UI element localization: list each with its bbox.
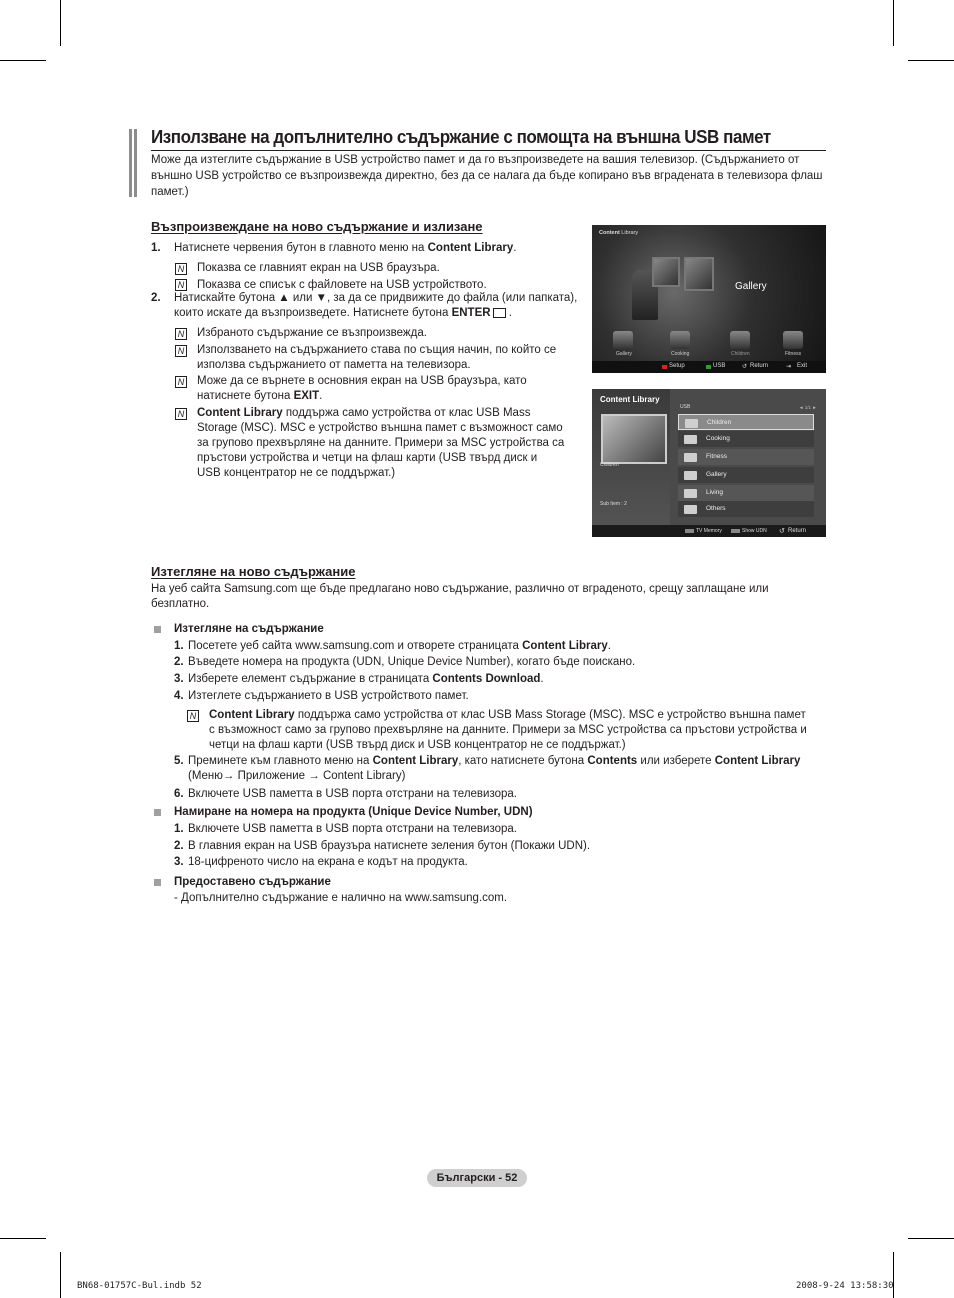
gallery-thumb[interactable]	[613, 331, 633, 349]
step-number: 1.	[151, 242, 161, 254]
step-number: 2.	[151, 292, 161, 304]
content-library-main-screen	[592, 225, 826, 373]
note-text: Content Library поддържа само устройства от клас USB Mass Storage (MSC). MSC е устройство външна памет с възможност само за групово прехвърляне на данните. Примери за MSC устройства са пръстови устройства и четци на флаш карти (USB твърд диск и USB концентратор не се поддържат.)	[209, 709, 807, 751]
bullet-square	[154, 626, 161, 633]
usb-browser-screen	[592, 389, 826, 537]
bullet-text: - Допълнително съдържание е налично на www.samsung.com.	[174, 892, 508, 904]
print-date: 2008-9-24 13:58:30	[796, 1281, 894, 1291]
title-rule	[151, 150, 826, 151]
step-number: 4.	[174, 690, 184, 702]
help-tv-memory: TV Memory	[696, 528, 722, 534]
folder-row[interactable]: Others	[678, 501, 814, 517]
folder-icon	[684, 489, 697, 498]
bullet-square	[154, 879, 161, 886]
help-show-udn: Show UDN	[742, 528, 767, 534]
step-number: 6.	[174, 788, 184, 800]
children-artwork	[601, 414, 667, 464]
help-usb: USB	[713, 363, 726, 369]
screen-help-bar	[592, 361, 826, 373]
folder-row[interactable]: Fitness	[678, 449, 814, 465]
grey-button-icon	[685, 529, 694, 533]
screen-help-bar	[592, 525, 826, 537]
bullet-title: Предоставено съдържание	[174, 876, 331, 888]
step-number: 3.	[174, 856, 184, 868]
folder-icon	[685, 419, 698, 428]
section-heading-download: Изтегляне на ново съдържание	[151, 564, 356, 579]
grey-button-icon	[731, 529, 740, 533]
sub-item-count: Sub Item : 2	[600, 501, 627, 507]
note-text: Показва се главният екран на USB браузъра.	[197, 262, 440, 274]
fitness-thumb[interactable]	[783, 331, 803, 349]
crop-mark	[893, 0, 894, 46]
bullet-title: Изтегляне на съдържание	[174, 623, 324, 635]
step-number: 1.	[174, 823, 184, 835]
selected-folder-name: Children	[600, 462, 619, 468]
enter-icon	[493, 308, 506, 318]
note-text: Content Library поддържа само устройства от клас USB Mass Storage (MSC). MSC е устройство външна памет с възможност само за групово прехвърляне на данните. Примери за MSC устройства са пръстови устройства и четци на флаш карти (USB твърд диск и USB концентратор не се поддържат.)	[197, 407, 565, 479]
crop-mark	[0, 1238, 46, 1239]
step-text: Преминете към главното меню на Content Library, като натиснете бутона Contents или изберете Content Library (Меню→ Приложение → Content Library)	[188, 755, 801, 782]
step-number: 3.	[174, 673, 184, 685]
red-button-icon	[662, 365, 667, 369]
note-icon: N	[175, 328, 187, 340]
thumb-label: Fitness	[785, 351, 802, 357]
note-text: Може да се върнете в основния екран на USB браузъра, като натиснете бутона EXIT.	[197, 375, 527, 402]
help-return: Return	[788, 528, 807, 534]
step-text: Въведете номера на продукта (UDN, Unique Device Number), когато бъде поискано.	[188, 656, 636, 668]
step-number: 2.	[174, 656, 184, 668]
picture-frame	[684, 257, 714, 291]
step-text: В главния екран на USB браузъра натиснете зеления бутон (Покажи UDN).	[188, 840, 591, 852]
step-text: Посетете уеб сайта www.samsung.com и отворете страницата Content Library.	[188, 640, 611, 652]
note-icon: N	[187, 710, 199, 722]
note-icon: N	[175, 263, 187, 275]
green-button-icon	[706, 365, 711, 369]
folder-icon	[684, 453, 697, 462]
step-text: Изберете елемент съдържание в страницата Contents Download.	[188, 673, 544, 685]
thumb-label: Cooking	[671, 351, 690, 357]
folder-icon	[684, 471, 697, 480]
gallery-label: Gallery	[735, 281, 767, 292]
picture-frame	[652, 257, 680, 287]
folder-row[interactable]: Gallery	[678, 467, 814, 483]
note-text: Избраното съдържание се възпроизвежда.	[197, 327, 427, 339]
note-icon: N	[175, 408, 187, 420]
note-icon: N	[175, 279, 187, 291]
thumb-label: Children	[731, 351, 750, 357]
note-icon: N	[175, 376, 187, 388]
step-text: Включете USB паметта в USB порта отстрани на телевизора.	[188, 788, 517, 800]
file-info: BN68-01757C-Bul.indb 52	[77, 1281, 202, 1291]
return-icon: ↺	[742, 364, 748, 370]
device-label: USB	[680, 404, 691, 410]
page-indicator: ◄ 1/1 ►	[799, 405, 817, 410]
section-intro: На уеб сайта Samsung.com ще бъде предлагано ново съдържание, различно от вграденото, срещу заплащане или безплатно.	[151, 583, 769, 610]
screen-title: Content Library	[599, 230, 639, 236]
folder-icon	[684, 435, 697, 444]
folder-row[interactable]: Children	[678, 414, 814, 430]
step-text: Изтеглете съдържанието в USB устройството памет.	[188, 690, 469, 702]
page-intro: Може да изтеглите съдържание в USB устройство памет и да го възпроизведете на вашия телевизор. (Съдържанието от външно USB устройство се възпроизвежда директно, без да се налага да бъде копирано във вградената в телевизора флаш памет.)	[151, 154, 823, 198]
bullet-title: Намиране на номера на продукта (Unique Device Number, UDN)	[174, 806, 533, 818]
crop-mark	[60, 0, 61, 46]
folder-row[interactable]: Living	[678, 485, 814, 501]
step-text: Натиснете червения бутон в главното меню на Content Library.	[174, 242, 517, 254]
crop-mark	[908, 1238, 954, 1239]
header-accent-bar	[134, 129, 137, 197]
step-text: Натискайте бутона ▲ или ▼, за да се придвижите до файла (или папката), които искате да възпроизведете. Натиснете бутона ENTER .	[174, 292, 578, 319]
folder-icon	[684, 505, 697, 514]
crop-mark	[0, 60, 46, 61]
page-title: Използване на допълнително съдържание с помощта на външна USB памет	[151, 126, 771, 147]
step-text: 18-цифреното число на екрана е кодът на продукта.	[188, 856, 468, 868]
note-icon: N	[175, 345, 187, 357]
bullet-square	[154, 809, 161, 816]
header-accent-bar	[129, 129, 132, 197]
crop-mark	[60, 1252, 61, 1298]
children-thumb[interactable]	[730, 331, 750, 349]
step-text: Включете USB паметта в USB порта отстрани на телевизора.	[188, 823, 517, 835]
return-icon: ↺	[779, 528, 785, 535]
help-return: Return	[750, 363, 769, 369]
help-setup: Setup	[669, 363, 685, 369]
note-text: Показва се списък с файловете на USB устройството.	[197, 279, 487, 291]
thumb-label: Gallery	[616, 351, 632, 357]
section-heading-playback: Възпроизвеждане на ново съдържание и излизане	[151, 219, 483, 234]
exit-icon: ⇥	[786, 364, 792, 370]
step-number: 5.	[174, 755, 184, 767]
cooking-thumb[interactable]	[670, 331, 690, 349]
help-exit: Exit	[797, 363, 808, 369]
note-text: Използването на съдържанието става по същия начин, по който се използва съдържанието от паметта на телевизора.	[197, 344, 557, 371]
step-number: 2.	[174, 840, 184, 852]
step-number: 1.	[174, 640, 184, 652]
crop-mark	[908, 60, 954, 61]
page-number-badge: Български - 52	[427, 1169, 527, 1187]
screen-title: Content Library	[600, 395, 660, 404]
crop-mark	[893, 1252, 894, 1298]
folder-row[interactable]: Cooking	[678, 431, 814, 447]
